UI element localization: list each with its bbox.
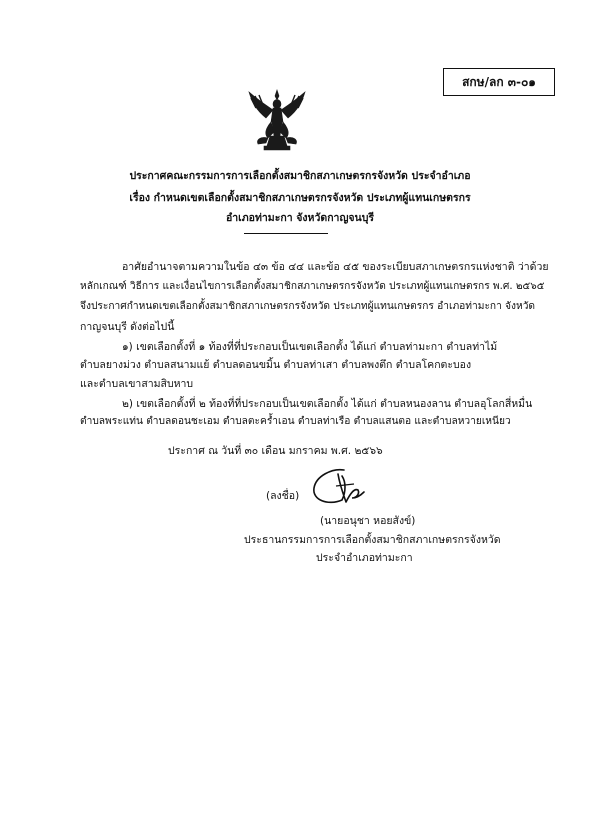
title-line-1: ประกาศคณะกรรมการการเลือกตั้งสมาชิกสภาเกษตรกรจังหวัด ประจำอำเภอ [129, 170, 471, 182]
paragraph-line-2: หลักเกณฑ์ วิธีการ และเงื่อนไขการเลือกตั้งสมาชิกสภาเกษตรกรจังหวัด ประเภทผู้แทนเกษตรกร พ.ศ. ๒๕๖๕ [80, 281, 545, 292]
item-2-line-1: ๒) เขตเลือกตั้งที่ ๒ ท้องที่ที่ประกอบเป็นเขตเลือกตั้ง ได้แก่ ตำบลหนองลาน ตำบลอุโลกสี่หมื่น [122, 398, 533, 410]
announcement-date: ประกาศ ณ วันที่ ๓๐ เดือน มกราคม พ.ศ. ๒๕๖๖ [168, 445, 383, 457]
signer-position-line-2: ประจำอำเภอท่ามะกา [316, 552, 413, 564]
handwritten-signature [302, 466, 374, 510]
paragraph-line-3: จึงประกาศกำหนดเขตเลือกตั้งสมาชิกสภาเกษตรกรจังหวัด ประเภทผู้แทนเกษตรกร อำเภอท่ามะกา จังหวัด [80, 301, 536, 312]
title-divider [244, 233, 328, 234]
item-1-line-2: ตำบลยางม่วง ตำบลสนามแย้ ตำบลดอนขมิ้น ตำบลท่าเสา ตำบลพงตึก ตำบลโคกตะบอง [80, 359, 472, 371]
item-1-line-3: และตำบลเขาสามสิบหาบ [80, 378, 194, 390]
item-2-line-2: ตำบลพระแท่น ตำบลดอนชะเอม ตำบลตะคร้ำเอน ตำบลท่าเรือ ตำบลแสนตอ และตำบลหวายเหนียว [80, 416, 511, 427]
signer-name: (นายอนุชา หอยสังข์) [320, 515, 416, 527]
garuda-emblem-icon [246, 88, 308, 154]
title-line-3: อำเภอท่ามะกา จังหวัดกาญจนบุรี [225, 212, 375, 224]
paragraph-line-1: อาศัยอำนาจตามความในข้อ ๔๓ ข้อ ๔๔ และข้อ ๔๕ ของระเบียบสภาเกษตรกรแห่งชาติ ว่าด้วย [122, 261, 549, 273]
paragraph-line-4: กาญจนบุรี ดังต่อไปนี้ [80, 321, 175, 333]
signer-position-line-1: ประธานกรรมการการเลือกตั้งสมาชิกสภาเกษตรกรจังหวัด [244, 534, 501, 546]
item-1-line-1: ๑) เขตเลือกตั้งที่ ๑ ท้องที่ที่ประกอบเป็นเขตเลือกตั้ง ได้แก่ ตำบลท่ามะกา ตำบลท่าไม้ [122, 341, 498, 353]
title-line-2: เรื่อง กำหนดเขตเลือกตั้งสมาชิกสภาเกษตรกรจังหวัด ประเภทผู้แทนเกษตรกร [129, 192, 471, 204]
form-code-box: สกษ/ลก ๓-๐๑ [443, 68, 555, 96]
sign-label: (ลงชื่อ) [266, 490, 300, 502]
